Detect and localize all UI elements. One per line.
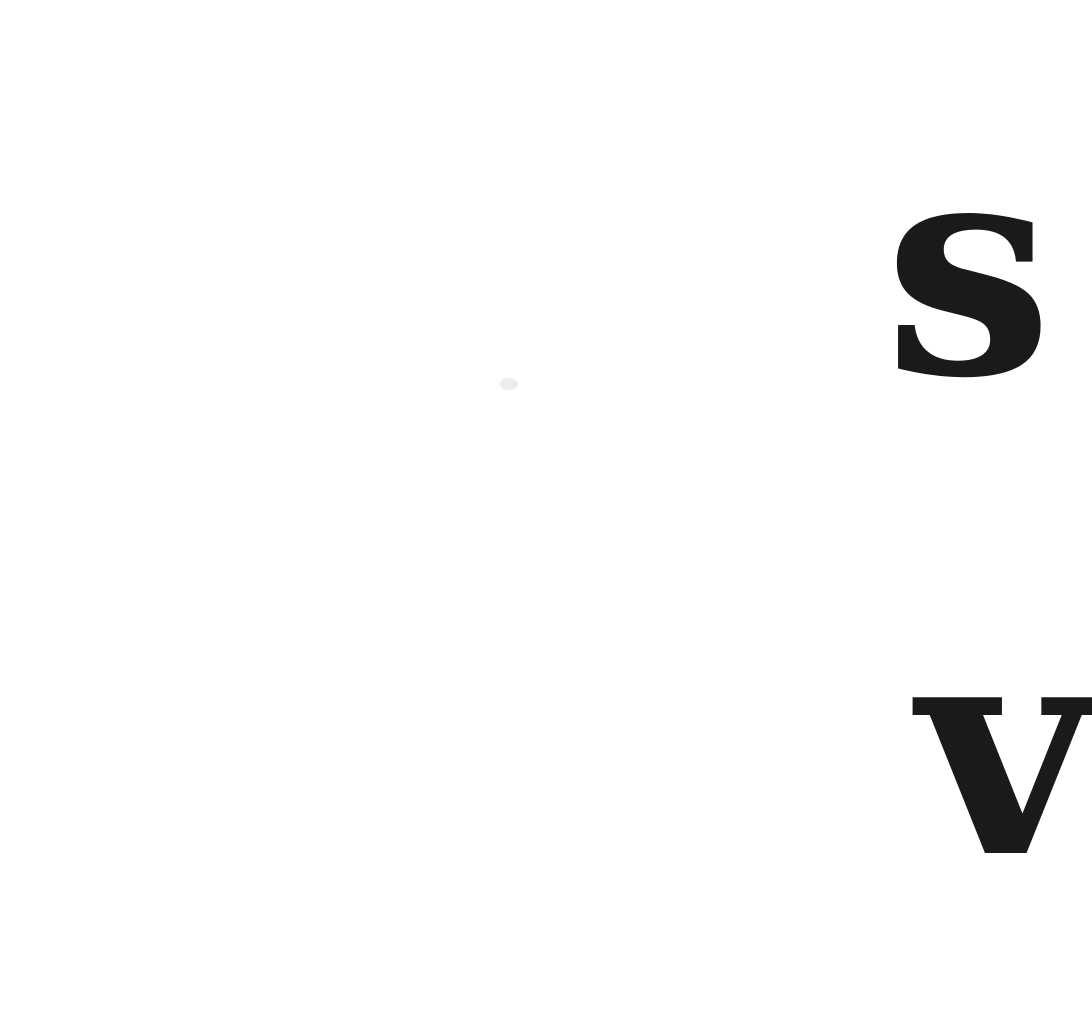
scan-speck [500,378,518,390]
text-fragment-s: s [884,91,1053,444]
text-fragment-v: v [918,571,1092,924]
